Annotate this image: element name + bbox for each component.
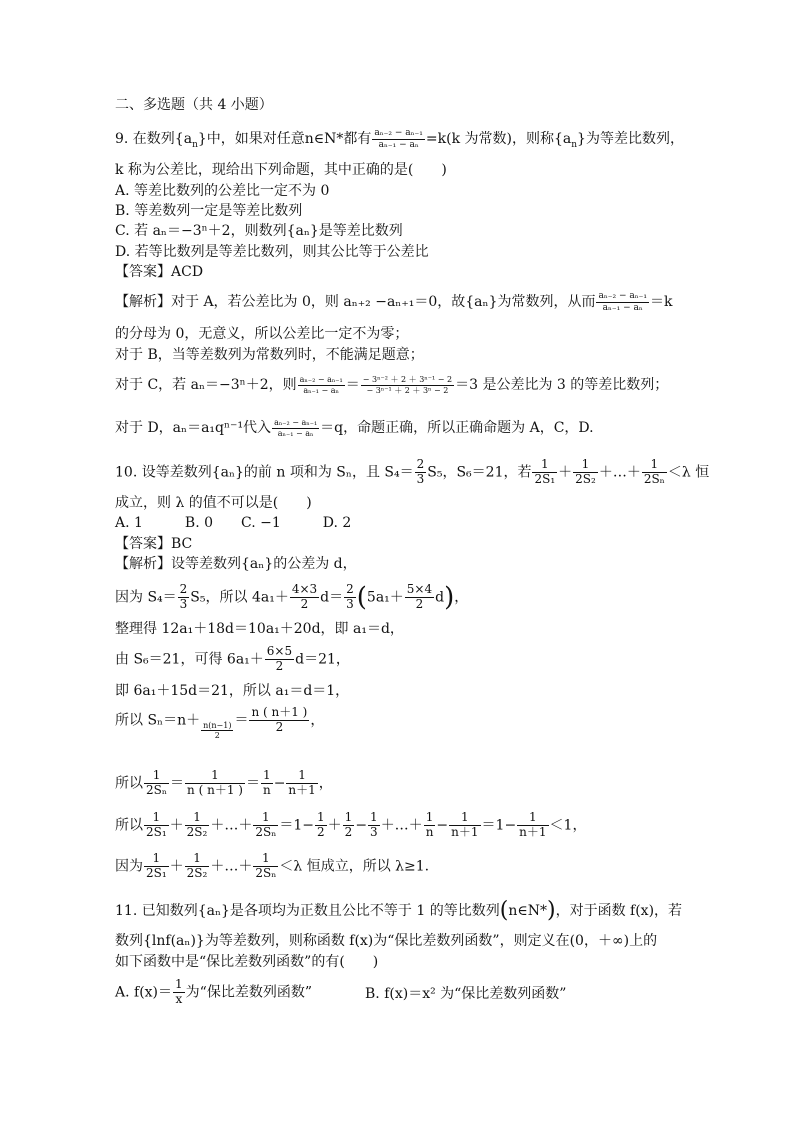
q9-c-fraction-2: $\frac{\text{− 3ⁿ⁻² ＋ 2 ＋ 3ⁿ⁻¹ − 2}}{\text{− 3ⁿ⁻¹ ＋ 2 ＋ 3ⁿ − 2}}$ [362, 375, 453, 395]
fraction-1-over-2s1: $\frac{1}{\text{2S₁}}$ [534, 457, 556, 486]
q11-option-a: A. f(x)＝ $\frac{1}{x}$ 为“保比差数列函数” [115, 977, 312, 1006]
q9-analysis-line1: 【解析】对于 A，若公差比为 0，则 aₙ₊₂ −aₙ₊₁＝0，故{aₙ}为常数列，从而 $\frac{\text{aₙ₋₂ − aₙ₋₁}}{\text{aₙ₋₁ − aₙ}}$ ＝k [115, 291, 673, 313]
q10-analysis-line3: 整理得 12a₁＋18d＝10a₁＋20d，即 a₁＝d， [115, 621, 404, 637]
fraction-1-over-2: $\frac{1}{2}$ [344, 810, 353, 839]
fraction-4x3-over-2: $\frac{4\times 3}{2}$ [291, 582, 318, 611]
q11-option-b: B. f(x)＝x² 为“保比差数列函数” [365, 986, 567, 1002]
fraction-5x4-over-2: $\frac{5\times 4}{2}$ [406, 582, 433, 611]
fraction-6x5-over-2: $\frac{6\times 5}{2}$ [266, 644, 293, 673]
q9-option-d: D. 若等比数列是等差比数列，则其公比等于公差比 [115, 244, 429, 260]
fraction-1-over-n1: $\frac{1}{n+1}$ [451, 810, 479, 839]
fraction-1-over-2sn: $\frac{1}{\text{2Sₙ}}$ [255, 810, 277, 839]
fraction-1-over-3: $\frac{1}{3}$ [370, 810, 378, 839]
fraction-1-over-2: $\frac{1}{2}$ [317, 810, 325, 839]
fraction-1-over-2s1: $\frac{1}{\text{2S₁}}$ [146, 810, 167, 839]
q9-analysis-fraction: $\frac{\text{aₙ₋₂ − aₙ₋₁}}{\text{aₙ₋₁ − aₙ}}$ [598, 291, 647, 313]
fraction-n-n-1-over-2: $\frac{n(n-1)}{2}$ [203, 721, 232, 741]
q9-stem-line2: k 称为公差比，现给出下列命题，其中正确的是( ) [115, 162, 447, 178]
fraction-two-thirds: $\frac{2}{3}$ [346, 582, 354, 611]
fraction-n-n1-over-2: $\frac{n ( n+1 )}{2}$ [251, 705, 308, 734]
q9-stem-line1: 9. 在数列$\{a_n\}$中，如果对任意n∈N*都有 $\frac{\text{aₙ₋₂ − aₙ₋₁}}{\text{aₙ₋₁ − aₙ}}$ =k(k 为常数)，则称$\{a_n\}$为等差比数列， [115, 128, 684, 150]
section-title: 二、多选题（共 4 小题） [115, 97, 273, 113]
q11-stem-line1: 11. 已知数列{aₙ}是各项均为正数且公比不等于 1 的等比数列(n∈N*)，对于函数 f(x)，若 [115, 898, 683, 923]
q10-analysis-line9: 因为 $\frac{1}{\text{2S₁}}$ ＋ $\frac{1}{\text{2S₂}}$ ＋…＋ $\frac{1}{\text{2Sₙ}}$ ＜λ 恒成立，所以 λ≥1. [115, 851, 430, 880]
fraction-1-over-2sn: $\frac{1}{\text{2Sₙ}}$ [146, 768, 168, 797]
fraction-1-over-2sn: $\frac{1}{\text{2Sₙ}}$ [643, 457, 665, 486]
fraction-two-thirds: $\frac{2}{3}$ [179, 582, 188, 611]
q10-options: A. 1 B. 0 C. −1 D. 2 [115, 515, 352, 531]
fraction-1-over-x: $\frac{1}{x}$ [175, 977, 183, 1006]
q10-analysis-line8: 所以 $\frac{1}{\text{2S₁}}$ ＋ $\frac{1}{\text{2S₂}}$ ＋…＋ $\frac{1}{\text{2Sₙ}}$ ＝1− $\frac{1}{2}$ ＋ $\frac{1}{2}$ − $\frac{1}{3}$ ＋…＋ $\frac{1}{n}$ − $\frac{1}{n+1}$ ＝1− $\frac{1}{n+1}$ ＜1， [115, 810, 587, 839]
q11-stem-line3: 如下函数中是“保比差数列函数”的有( ) [115, 954, 379, 970]
q9-option-c: C. 若 aₙ＝−3ⁿ＋2，则数列{aₙ}是等差比数列 [115, 223, 403, 239]
open-paren-icon: ( [499, 898, 509, 923]
q10-analysis-line1: 【解析】设等差数列{aₙ}的公差为 d， [115, 556, 357, 572]
fraction-1-over-2sn: $\frac{1}{\text{2Sₙ}}$ [255, 851, 277, 880]
q11-stem-line2: 数列{lnf(aₙ)}为等差数列，则称函数 f(x)为“保比差数列函数”，则定义在(0，＋∞)上的 [115, 933, 658, 949]
q10-analysis-line2: 因为 S₄＝ $\frac{2}{3}$ S₅，所以 4a₁＋ $\frac{4\times 3}{2}$ d＝ $\frac{2}{3}$ (5a₁＋ $\frac{5\times 4}{2}$ d)， [115, 582, 469, 613]
open-paren-icon: ( [356, 582, 367, 613]
fraction-1-over-2s2: $\frac{1}{\text{2S₂}}$ [575, 457, 596, 486]
fraction-1-over-2s1: $\frac{1}{\text{2S₁}}$ [146, 851, 167, 880]
q9-d-fraction: $\frac{\text{aₙ₋₂ − aₙ₋₁}}{\text{aₙ₋₁ − aₙ}}$ [274, 418, 318, 438]
fraction-1-over-n: $\frac{1}{n}$ [262, 768, 271, 797]
q9-option-b: B. 等差数列一定是等差比数列 [115, 203, 303, 219]
q9-stem-fraction: $\frac{\text{aₙ₋₂ − aₙ₋₁}}{\text{aₙ₋₁ − aₙ}}$ [374, 128, 423, 150]
q9-analysis-line3: 对于 B，当等差数列为常数列时，不能满足题意； [115, 347, 424, 363]
close-paren-icon: ) [546, 898, 556, 923]
q9-analysis-line2: 的分母为 0，无意义，所以公差比一定不为零； [115, 326, 409, 342]
fraction-1-over-n: $\frac{1}{n}$ [425, 810, 434, 839]
q10-analysis-line7: 所以 $\frac{1}{\text{2Sₙ}}$ ＝ $\frac{1}{n ( n+1 )}$ ＝ $\frac{1}{n}$ − $\frac{1}{n+1}$ ， [115, 768, 333, 797]
close-paren-icon: ) [444, 582, 455, 613]
q10-stem-line2: 成立，则 λ 的值不可以是( ) [115, 495, 312, 511]
q9-analysis-line5: 对于 D，aₙ＝a₁qⁿ⁻¹代入 $\frac{\text{aₙ₋₂ − aₙ₋₁}}{\text{aₙ₋₁ − aₙ}}$ ＝q，命题正确，所以正确命题为 A，C，D. [115, 418, 594, 438]
q10-analysis-line5: 即 6a₁＋15d＝21，所以 a₁＝d＝1， [115, 683, 350, 699]
q10-analysis-line6: 所以 Sₙ＝n＋ $\frac{n(n-1)}{2}$ ＝ $\frac{n ( n+1 )}{2}$ ， [115, 705, 325, 741]
q9-c-fraction-1: $\frac{\text{aₙ₋₂ − aₙ₋₁}}{\text{aₙ₋₁ − aₙ}}$ [299, 375, 343, 395]
q9-analysis-line4: 对于 C，若 aₙ＝−3ⁿ＋2，则 $\frac{\text{aₙ₋₂ − aₙ₋₁}}{\text{aₙ₋₁ − aₙ}}$ ＝ $\frac{\text{− 3ⁿ⁻² ＋ 2 ＋ 3ⁿ⁻¹ − 2}}{\text{− 3ⁿ⁻¹ ＋ 2 ＋ 3ⁿ − 2}}$ ＝3 是公差比为 3 的等差比数列； [115, 375, 669, 395]
fraction-1-over-n-n1: $\frac{1}{n ( n+1 )}$ [187, 768, 243, 797]
fraction-1-over-2s2: $\frac{1}{\text{2S₂}}$ [186, 810, 208, 839]
q9-answer: 【答案】ACD [115, 264, 204, 280]
fraction-1-over-n1: $\frac{1}{n+1}$ [519, 810, 547, 839]
q10-stem-line1: 10. 设等差数列{aₙ}的前 n 项和为 Sₙ，且 S₄＝ $\frac{2}{3}$ S₅，S₆＝21，若 $\frac{1}{\text{2S₁}}$ ＋ $\frac{1}{\text{2S₂}}$ ＋…＋ $\frac{1}{\text{2Sₙ}}$ ＜λ 恒 [115, 457, 710, 486]
fraction-1-over-2s2: $\frac{1}{\text{2S₂}}$ [186, 851, 208, 880]
q9-option-a: A. 等差比数列的公差比一定不为 0 [115, 183, 330, 199]
fraction-two-thirds: $\frac{2}{3}$ [416, 457, 425, 486]
fraction-1-over-n1: $\frac{1}{n+1}$ [288, 768, 316, 797]
q10-answer: 【答案】BC [115, 536, 193, 552]
q10-analysis-line4: 由 S₆＝21，可得 6a₁＋ $\frac{6\times 5}{2}$ d＝21， [115, 644, 350, 673]
